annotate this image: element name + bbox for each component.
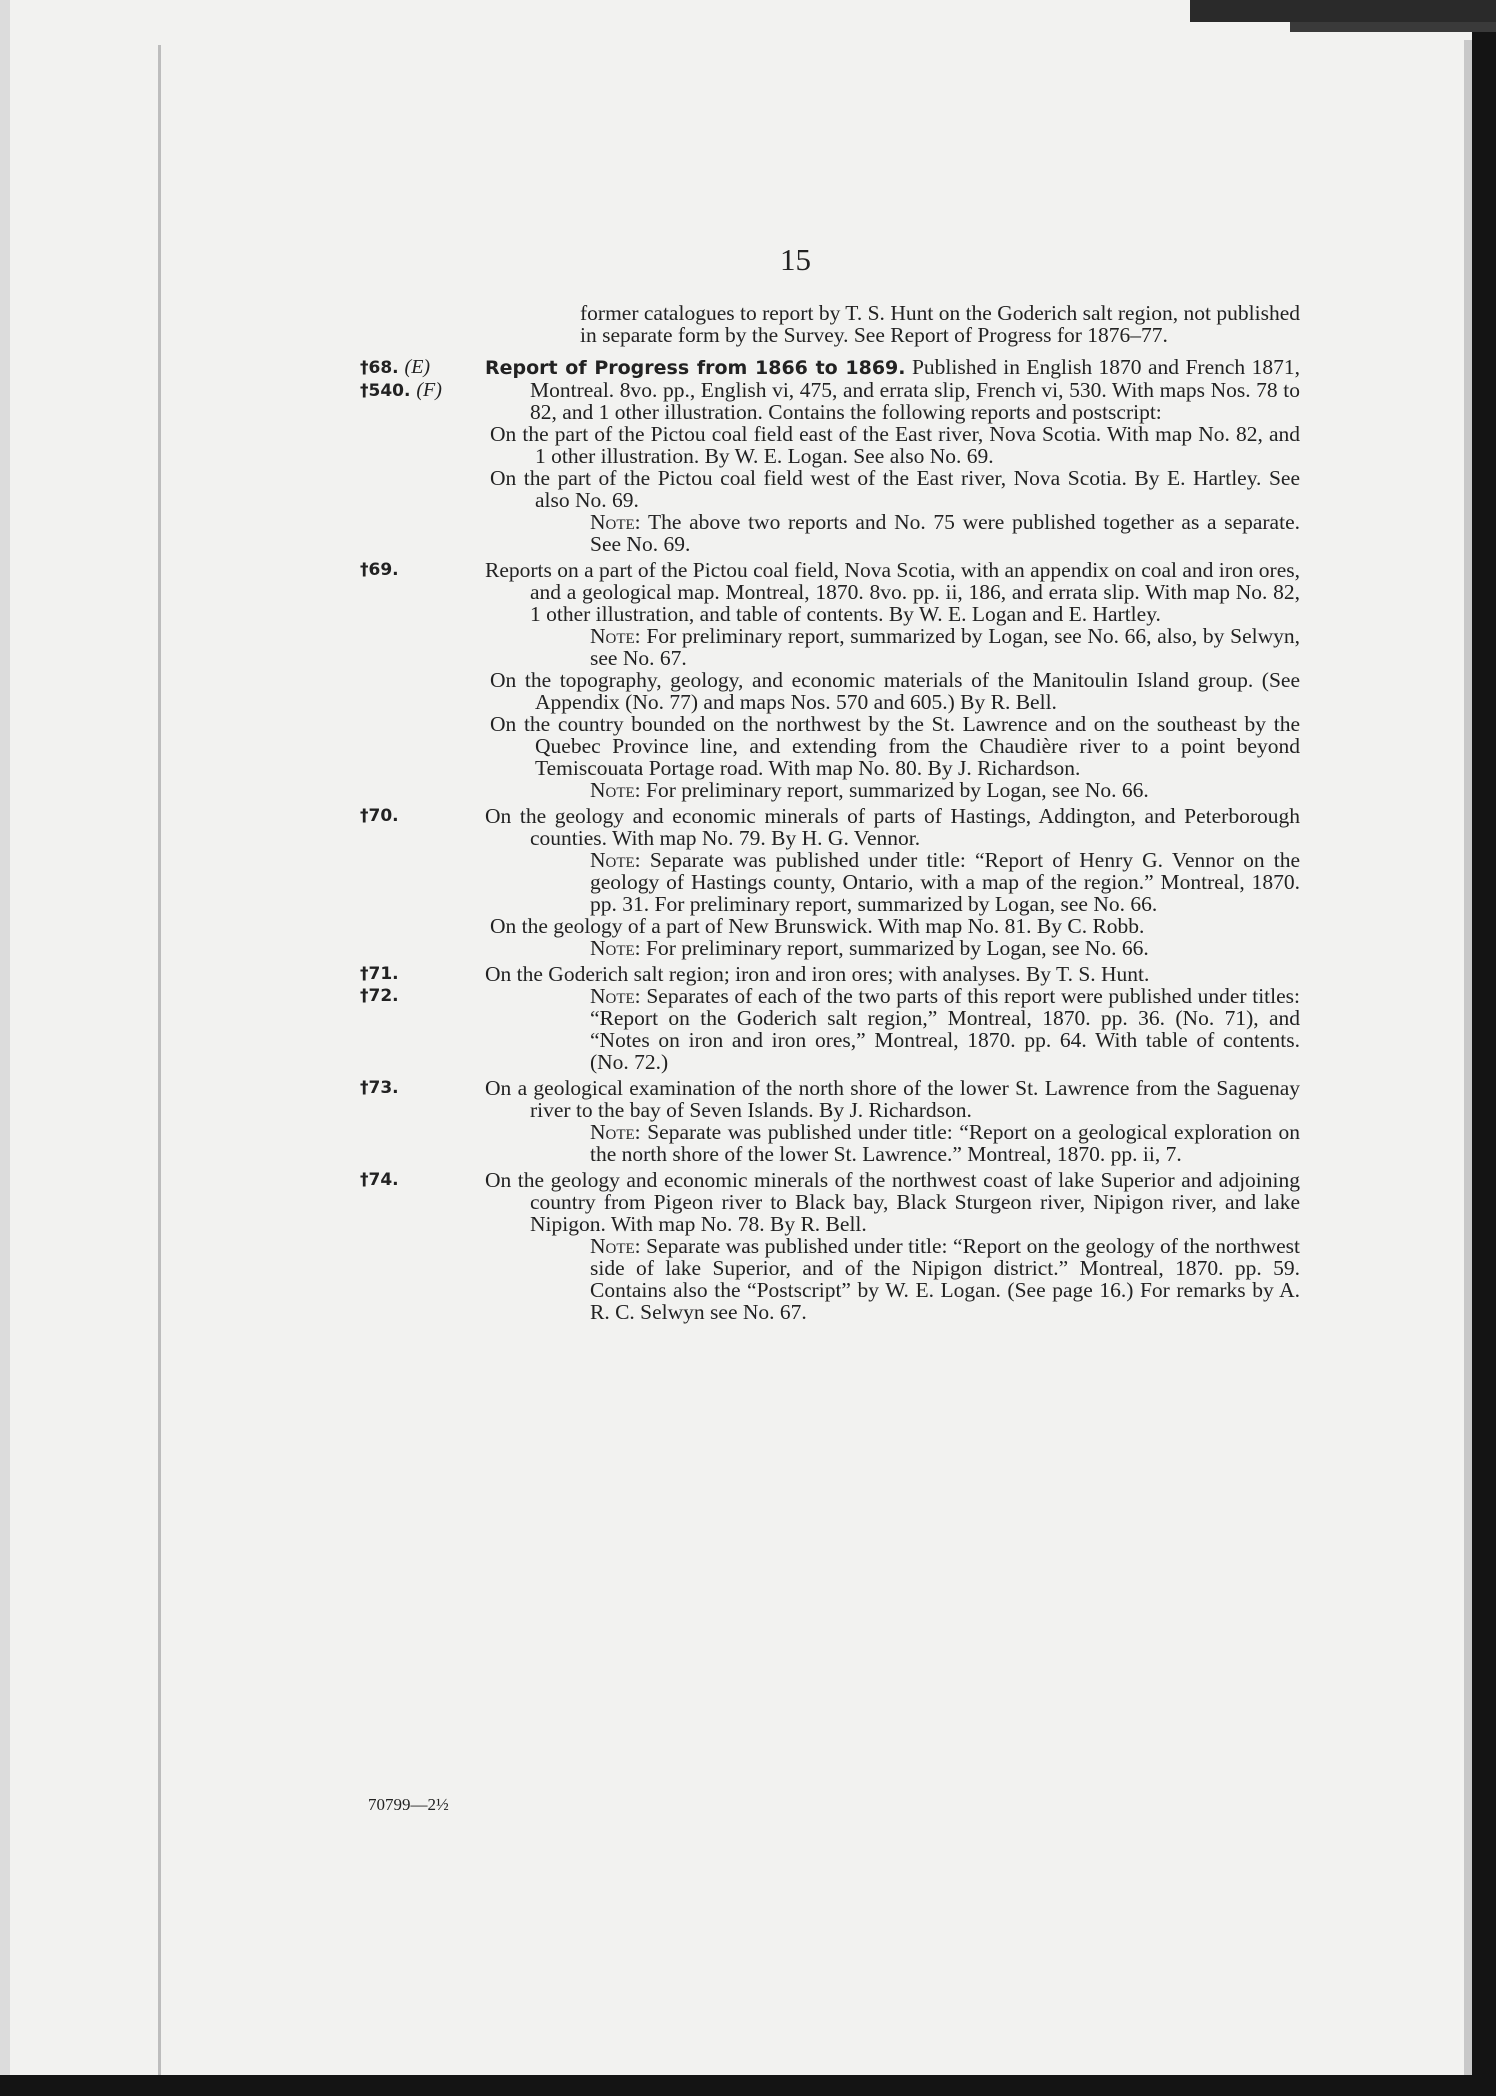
entry-text [485, 1077, 1300, 1121]
continuation-paragraph: former catalogues to report by T. S. Hunt on the Goderich salt region, not published in separate form by the Survey. See Report of Progress for 1876–77. [580, 301, 1300, 347]
entry-numbers [360, 805, 470, 827]
entry-note [590, 1235, 1300, 1323]
entries-list [360, 356, 1300, 1323]
entry-number-line [360, 379, 470, 402]
entry-number-line [360, 805, 470, 827]
entry-body: Reports on a part of the Pictou coal field, Nova Scotia, with an appendix on coal and iron ores, and a geological map. Montreal, 1870. 8vo. pp. ii, 186, and errata slip. With map No. 82, 1 other illustration, and table of contents. By W. E. Logan and E. Hartley. [485, 558, 1300, 626]
entry-note [590, 849, 1300, 915]
entry-numbers [360, 1077, 470, 1099]
scan-border-top-inner [1290, 22, 1496, 32]
entry-number-line [360, 559, 470, 581]
entry-numbers [360, 559, 470, 581]
language-code: (E) [404, 356, 431, 378]
entry-text [485, 356, 1300, 423]
catalogue-entry [360, 1169, 1300, 1323]
note-text: Separate was published under title: “Report on the geology of the northwest side of lake Superior, and of the Nipigon district.” Montreal, 1870. pp. 59. Contains also the “Postscript” by W. E. Logan. (See page 16.) For remarks by A. R. C. Selwyn see No. 67. [590, 1234, 1301, 1324]
sub-report-note [590, 511, 1300, 555]
binding-spine [158, 45, 161, 2075]
note-text: The above two reports and No. 75 were published together as a separate. See No. 69. [590, 510, 1300, 556]
catalogue-entry [360, 963, 1300, 1073]
sub-report: On the part of the Pictou coal field west of the East river, Nova Scotia. By E. Hartley. See also No. 69. [490, 466, 1300, 512]
entry-number-line [360, 985, 470, 1007]
sub-report-note [590, 937, 1300, 959]
entry-number: †71. [360, 964, 399, 984]
note-label: Note: [590, 848, 641, 872]
scan-border-top [1190, 0, 1496, 22]
page-number: 15 [780, 242, 811, 277]
entry-number-line [360, 1077, 470, 1099]
entry-number: †69. [360, 560, 399, 580]
entry-number: †540. [360, 381, 411, 401]
entry-text [485, 559, 1300, 625]
entry-number: †73. [360, 1078, 399, 1098]
catalogue-entry [360, 559, 1300, 801]
page-right-edge [1464, 40, 1472, 2075]
note-label: Note: [590, 1120, 641, 1144]
note-text: For preliminary report, summarized by Logan, see No. 66. [646, 778, 1149, 802]
entry-number: †74. [360, 1170, 399, 1190]
note-label: Note: [590, 624, 641, 648]
entry-body: On the geology and economic minerals of parts of Hastings, Addington, and Peterborough counties. With map No. 79. By H. G. Vennor. [485, 804, 1300, 850]
catalogue-entry [360, 1077, 1300, 1165]
sub-report: On the part of the Pictou coal field east of the East river, Nova Scotia. With map No. 82, and 1 other illustration. By W. E. Logan. See also No. 69. [490, 422, 1300, 468]
entry-body: On a geological examination of the north shore of the lower St. Lawrence from the Saguenay river to the bay of Seven Islands. By J. Richardson. [485, 1076, 1300, 1122]
entry-title: Report of Progress from 1866 to 1869. [485, 357, 906, 379]
entry-number-line [360, 356, 470, 379]
entry-note [590, 1121, 1300, 1165]
note-label: Note: [590, 936, 641, 960]
sub-report: On the topography, geology, and economic materials of the Manitoulin Island group. (See Appendix (No. 77) and maps Nos. 570 and 605.) By R. Bell. [490, 668, 1300, 714]
entry-numbers [360, 356, 470, 402]
note-text: Separates of each of the two parts of this report were published under titles: “Report on the Goderich salt region,” Montreal, 1870. pp. 36. (No. 71), and “Notes on iron and iron ores,” Montreal, 1870. pp. 64. With table of contents. (No. 72.) [590, 984, 1301, 1074]
entry-text [485, 805, 1300, 849]
note-text: Separate was published under title: “Report on a geological exploration on the north shore of the lower St. Lawrence.” Montreal, 1870. pp. ii, 7. [590, 1120, 1300, 1166]
entry-note [590, 985, 1300, 1073]
note-text: Separate was published under title: “Report of Henry G. Vennor on the geology of Hastings county, Ontario, with a map of the region.” Montreal, 1870. pp. 31. For preliminary report, summarized by Logan, see No. 66. [590, 848, 1300, 916]
page-left-edge [0, 0, 10, 2075]
entry-number: †68. [360, 358, 399, 378]
catalogue-entry [360, 356, 1300, 555]
printer-signature: 70799—2½ [368, 1795, 449, 1814]
catalogue-entry [360, 805, 1300, 959]
catalogue-content [360, 302, 1300, 1327]
note-text: For preliminary report, summarized by Logan, see No. 66, also, by Selwyn, see No. 67. [590, 624, 1300, 670]
sub-report-note [590, 779, 1300, 801]
entry-number: †70. [360, 806, 399, 826]
entry-numbers [360, 1169, 470, 1191]
note-text: For preliminary report, summarized by Logan, see No. 66. [646, 936, 1149, 960]
note-label: Note: [590, 1234, 641, 1258]
entry-body: Published in English 1870 and French 1871, Montreal. 8vo. pp., English vi, 475, and errata slip, French vi, 530. With maps Nos. 78 to 82, and 1 other illustration. Contains the following reports and postscript: [530, 355, 1300, 424]
entry-text [485, 963, 1300, 985]
note-label: Note: [590, 984, 641, 1008]
note-label: Note: [590, 778, 641, 802]
entry-number-line [360, 963, 470, 985]
entry-numbers [360, 963, 470, 1007]
entry-number: †72. [360, 986, 399, 1006]
entry-note [590, 625, 1300, 669]
entry-body: On the geology and economic minerals of the northwest coast of lake Superior and adjoining country from Pigeon river to Black bay, Black Sturgeon river, Nipigon river, and lake Nipigon. With map No. 78. By R. Bell. [485, 1168, 1300, 1236]
entry-body: On the Goderich salt region; iron and iron ores; with analyses. By T. S. Hunt. [485, 962, 1150, 986]
entry-text [485, 1169, 1300, 1235]
sub-report: On the geology of a part of New Brunswick. With map No. 81. By C. Robb. [490, 914, 1145, 938]
note-label: Note: [590, 510, 641, 534]
language-code: (F) [416, 379, 442, 401]
entry-number-line [360, 1169, 470, 1191]
sub-report: On the country bounded on the northwest by the St. Lawrence and on the southeast by the Quebec Province line, and extending from the Chaudière river to a point beyond Temiscouata Portage road. With map No. 80. By J. Richardson. [490, 712, 1300, 780]
